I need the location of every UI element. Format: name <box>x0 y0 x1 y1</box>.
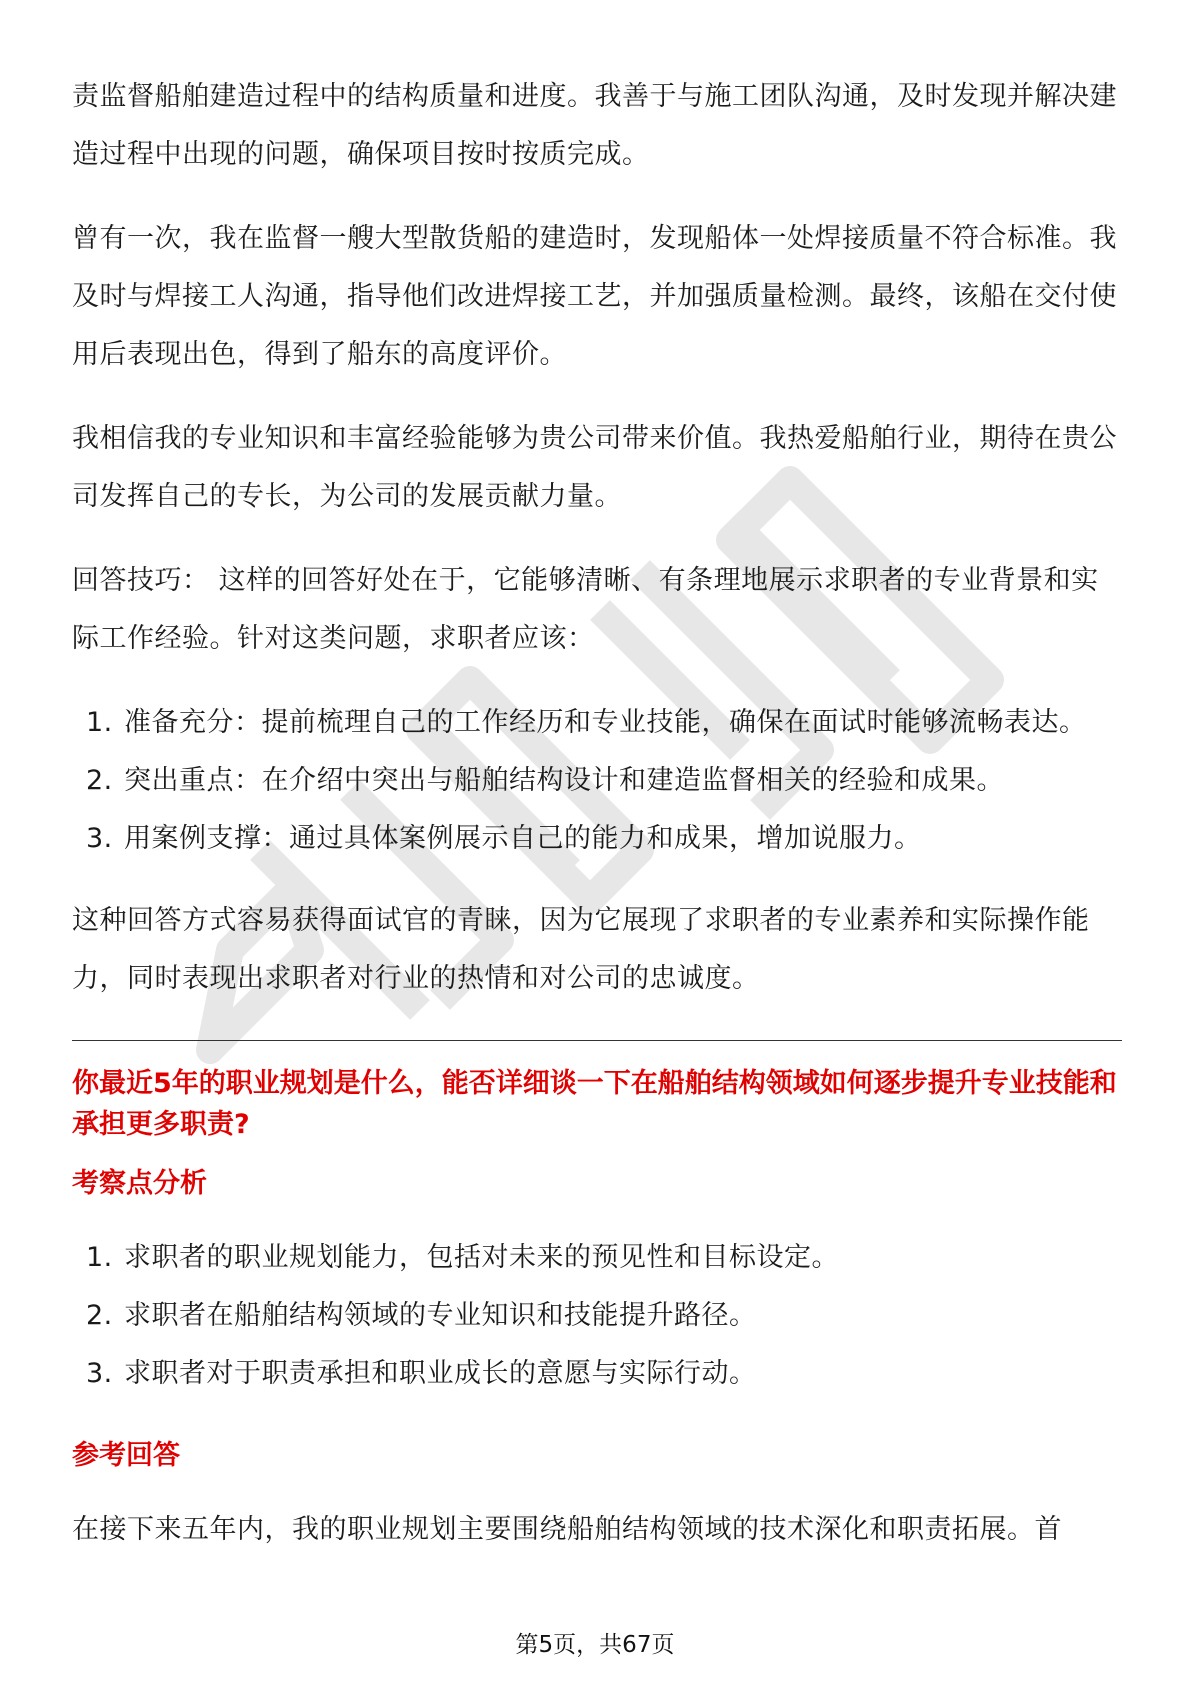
document-body <box>72 68 1122 1585</box>
list-item <box>72 752 1122 810</box>
analysis-heading: 考察点分析 <box>72 1168 207 1199</box>
list-text: 突出重点：在介绍中突出与船舶结构设计和建造监督相关的经验和成果。 <box>124 765 1004 796</box>
list-item <box>72 1229 1122 1287</box>
list-text: 用案例支撑：通过具体案例展示自己的能力和成果，增加说服力。 <box>124 823 922 854</box>
page-number: 第5页，共67页 <box>515 1632 675 1658</box>
paragraph-answer-tips: 回答技巧： 这样的回答好处在于，它能够清晰、有条理地展示求职者的专业背景和实际工作经验。针对这类问题，求职者应该： <box>72 565 1099 654</box>
tips-list <box>72 694 1122 868</box>
paragraph-example: 曾有一次，我在监督一艘大型散货船的建造时，发现船体一处焊接质量不符合标准。我及时与焊接工人沟通，指导他们改进焊接工艺，并加强质量检测。最终，该船在交付使用后表现出色，得到了船东的高度评价。 <box>72 223 1117 370</box>
list-item <box>72 810 1122 868</box>
list-number: 1. <box>86 1242 113 1273</box>
list-text: 准备充分：提前梳理自己的工作经历和专业技能，确保在面试时能够流畅表达。 <box>124 707 1087 738</box>
paragraph-answer: 在接下来五年内，我的职业规划主要围绕船舶结构领域的技术深化和职责拓展。首 <box>72 1514 1062 1545</box>
list-text: 求职者对于职责承担和职业成长的意愿与实际行动。 <box>124 1358 757 1389</box>
list-number: 3. <box>86 823 113 854</box>
list-item <box>72 694 1122 752</box>
paragraph-value: 我相信我的专业知识和丰富经验能够为贵公司带来价值。我热爱船舶行业，期待在贵公司发挥自己的专长，为公司的发展贡献力量。 <box>72 423 1117 512</box>
list-number: 2. <box>86 765 113 796</box>
list-item <box>72 1287 1122 1345</box>
section-divider <box>72 1040 1122 1041</box>
list-item <box>72 1345 1122 1403</box>
list-number: 2. <box>86 1300 113 1331</box>
answer-heading: 参考回答 <box>72 1440 180 1471</box>
analysis-list <box>72 1229 1122 1403</box>
list-number: 3. <box>86 1358 113 1389</box>
list-text: 求职者在船舶结构领域的专业知识和技能提升路径。 <box>124 1300 757 1331</box>
paragraph-intro-continued: 责监督船舶建造过程中的结构质量和进度。我善于与施工团队沟通，及时发现并解决建造过程中出现的问题，确保项目按时按质完成。 <box>72 81 1117 170</box>
list-text: 求职者的职业规划能力，包括对未来的预见性和目标设定。 <box>124 1242 839 1273</box>
paragraph-closing: 这种回答方式容易获得面试官的青睐，因为它展现了求职者的专业素养和实际操作能力，同时表现出求职者对行业的热情和对公司的忠诚度。 <box>72 905 1090 994</box>
interview-question: 你最近5年的职业规划是什么，能否详细谈一下在船舶结构领域如何逐步提升专业技能和承担更多职责? <box>72 1068 1117 1140</box>
list-number: 1. <box>86 707 113 738</box>
